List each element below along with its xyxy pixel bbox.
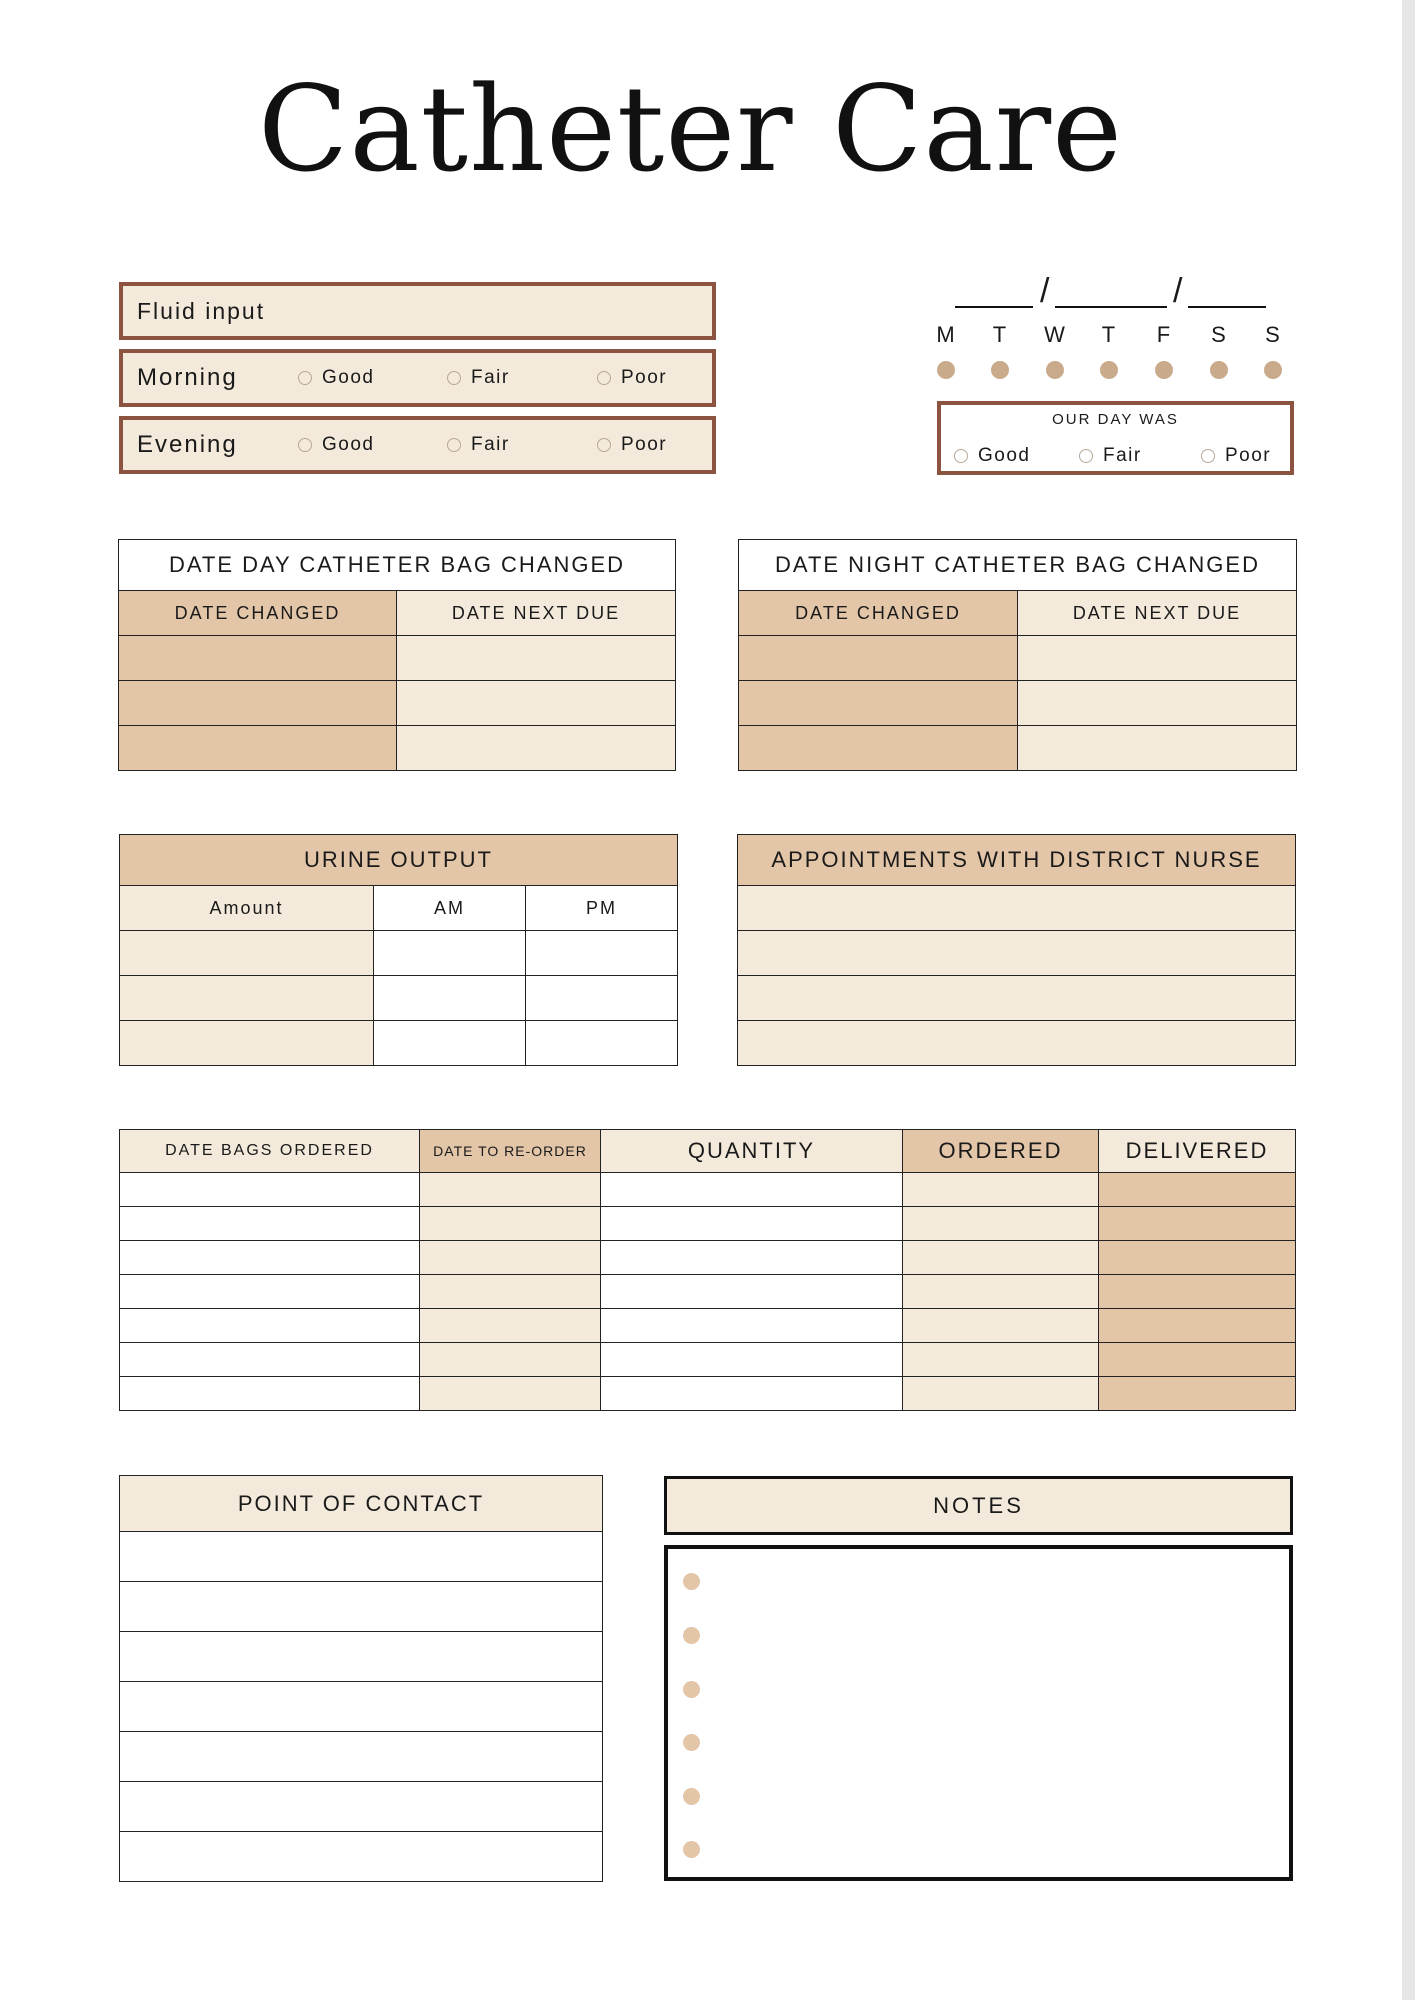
table-cell[interactable] [120, 931, 374, 976]
orders-col-reorder: DATE TO RE-ORDER [420, 1130, 601, 1173]
table-cell[interactable] [120, 1682, 603, 1732]
table-cell[interactable] [119, 636, 397, 681]
table-cell[interactable] [601, 1377, 903, 1411]
weekday-letter: F [1156, 322, 1172, 347]
table-cell[interactable] [1099, 1207, 1296, 1241]
night-bag-col-next-due: DATE NEXT DUE [1018, 591, 1297, 636]
table-row [120, 1241, 1296, 1275]
table-cell[interactable] [903, 1275, 1099, 1309]
table-cell[interactable] [903, 1377, 1099, 1411]
orders-col-ordered: ORDERED [903, 1130, 1099, 1173]
table-cell[interactable] [120, 1832, 603, 1882]
orders-col-delivered: DELIVERED [1099, 1130, 1296, 1173]
table-cell[interactable] [1018, 681, 1297, 726]
table-cell[interactable] [526, 1021, 678, 1066]
table-cell[interactable] [526, 976, 678, 1021]
table-cell[interactable] [119, 681, 397, 726]
table-cell[interactable] [903, 1207, 1099, 1241]
table-cell[interactable] [420, 1173, 601, 1207]
weekday-letter: M [936, 322, 956, 347]
evening-row [119, 416, 716, 474]
morning-option-fair[interactable]: Fair [447, 367, 510, 389]
weekday-dot[interactable] [1046, 361, 1064, 379]
table-cell[interactable] [1099, 1377, 1296, 1411]
table-cell[interactable] [526, 931, 678, 976]
appointments-table [737, 834, 1296, 1066]
radio-icon [447, 438, 461, 452]
evening-option-poor[interactable]: Poor [597, 434, 667, 456]
table-cell[interactable] [903, 1343, 1099, 1377]
morning-option-good[interactable]: Good [298, 367, 374, 389]
radio-icon [1079, 449, 1093, 463]
weekday-letter: S [1265, 322, 1281, 347]
radio-icon [954, 449, 968, 463]
weekday-letter: S [1211, 322, 1227, 347]
day-bag-col-next-due: DATE NEXT DUE [397, 591, 676, 636]
weekday-dot[interactable] [1264, 361, 1282, 379]
radio-icon [447, 371, 461, 385]
night-bag-col-date-changed: DATE CHANGED [739, 591, 1018, 636]
weekday-dot[interactable] [991, 361, 1009, 379]
night-bag-title: DATE NIGHT CATHETER BAG CHANGED [739, 540, 1297, 591]
table-row [120, 1377, 1296, 1411]
table-cell[interactable] [119, 726, 397, 771]
point-of-contact-table [119, 1475, 603, 1882]
table-cell[interactable] [1099, 1343, 1296, 1377]
table-cell[interactable] [1099, 1173, 1296, 1207]
weekday-letter: T [1101, 322, 1117, 347]
morning-row [119, 349, 716, 407]
our-day-label: OUR DAY WAS [1052, 411, 1179, 428]
table-cell[interactable] [601, 1309, 903, 1343]
orders-col-quantity: QUANTITY [601, 1130, 903, 1173]
date-blank-month [1055, 306, 1167, 308]
table-cell[interactable] [903, 1173, 1099, 1207]
weekday-dot[interactable] [1155, 361, 1173, 379]
table-row [120, 1309, 1296, 1343]
appointments-title: APPOINTMENTS WITH DISTRICT NURSE [738, 835, 1296, 886]
table-cell[interactable] [739, 636, 1018, 681]
table-cell[interactable] [120, 1532, 603, 1582]
notes-bullet-icon [683, 1841, 700, 1858]
table-cell[interactable] [120, 1241, 420, 1275]
notes-bullet-icon [683, 1734, 700, 1751]
table-cell[interactable] [397, 681, 676, 726]
table-cell[interactable] [120, 1275, 420, 1309]
table-cell[interactable] [120, 1582, 603, 1632]
table-cell[interactable] [397, 726, 676, 771]
table-cell[interactable] [739, 726, 1018, 771]
notes-title: NOTES [664, 1476, 1293, 1535]
date-slash: / [1173, 272, 1183, 310]
urine-output-table [119, 834, 678, 1066]
page-edge [1402, 0, 1415, 2000]
urine-output-title: URINE OUTPUT [120, 835, 678, 886]
our-day-option-poor[interactable]: Poor [1201, 445, 1271, 467]
page-title: Catheter Care [258, 60, 1123, 198]
table-cell[interactable] [120, 1207, 420, 1241]
table-cell[interactable] [738, 1021, 1296, 1066]
morning-option-poor[interactable]: Poor [597, 367, 667, 389]
table-cell[interactable] [420, 1275, 601, 1309]
table-cell[interactable] [120, 1021, 374, 1066]
table-cell[interactable] [374, 976, 526, 1021]
table-row [120, 1173, 1296, 1207]
table-cell[interactable] [420, 1377, 601, 1411]
orders-col-date-ordered: DATE BAGS ORDERED [120, 1130, 420, 1173]
urine-col-pm: PM [526, 886, 678, 931]
table-cell[interactable] [120, 1782, 603, 1832]
morning-label: Morning [137, 364, 238, 391]
date-slash: / [1040, 272, 1050, 310]
table-cell[interactable] [397, 636, 676, 681]
weekday-dot[interactable] [937, 361, 955, 379]
evening-option-good[interactable]: Good [298, 434, 374, 456]
table-cell[interactable] [601, 1343, 903, 1377]
evening-label: Evening [137, 431, 238, 458]
notes-bullet-icon [683, 1573, 700, 1590]
table-cell[interactable] [120, 1343, 420, 1377]
table-cell[interactable] [601, 1207, 903, 1241]
radio-icon [597, 371, 611, 385]
table-cell[interactable] [374, 931, 526, 976]
our-day-option-good[interactable]: Good [954, 445, 1030, 467]
table-cell[interactable] [1099, 1241, 1296, 1275]
table-row [120, 1343, 1296, 1377]
table-cell[interactable] [739, 681, 1018, 726]
notes-bullet-icon [683, 1681, 700, 1698]
night-bag-table [738, 539, 1297, 771]
radio-icon [298, 371, 312, 385]
table-cell[interactable] [420, 1241, 601, 1275]
table-cell[interactable] [420, 1343, 601, 1377]
weekday-letter: T [992, 322, 1008, 347]
table-cell[interactable] [1018, 636, 1297, 681]
fluid-input-label: Fluid input [137, 297, 266, 324]
radio-icon [298, 438, 312, 452]
table-cell[interactable] [1099, 1309, 1296, 1343]
day-bag-table [118, 539, 676, 771]
radio-icon [1201, 449, 1215, 463]
table-cell[interactable] [120, 1377, 420, 1411]
urine-col-am: AM [374, 886, 526, 931]
day-bag-col-date-changed: DATE CHANGED [119, 591, 397, 636]
date-blank-day [955, 306, 1033, 308]
table-cell[interactable] [601, 1275, 903, 1309]
table-cell[interactable] [738, 976, 1296, 1021]
notes-bullet-icon [683, 1627, 700, 1644]
our-day-option-fair[interactable]: Fair [1079, 445, 1142, 467]
weekday-dot[interactable] [1210, 361, 1228, 379]
orders-table [119, 1129, 1296, 1411]
table-cell[interactable] [120, 976, 374, 1021]
table-cell[interactable] [420, 1309, 601, 1343]
evening-option-fair[interactable]: Fair [447, 434, 510, 456]
table-cell[interactable] [903, 1241, 1099, 1275]
weekday-dot[interactable] [1100, 361, 1118, 379]
table-cell[interactable] [120, 1309, 420, 1343]
table-cell[interactable] [120, 1632, 603, 1682]
day-bag-title: DATE DAY CATHETER BAG CHANGED [119, 540, 676, 591]
table-row [120, 1275, 1296, 1309]
table-cell[interactable] [601, 1173, 903, 1207]
table-cell[interactable] [120, 1173, 420, 1207]
table-cell[interactable] [738, 886, 1296, 931]
our-day-box [937, 401, 1294, 475]
contact-title: POINT OF CONTACT [120, 1476, 603, 1532]
weekday-letter: W [1044, 322, 1066, 347]
table-cell[interactable] [420, 1207, 601, 1241]
table-cell[interactable] [1099, 1275, 1296, 1309]
table-cell[interactable] [738, 931, 1296, 976]
radio-icon [597, 438, 611, 452]
table-row [120, 1207, 1296, 1241]
notes-bullet-icon [683, 1788, 700, 1805]
date-blank-year [1188, 306, 1266, 308]
notes-area[interactable] [664, 1545, 1293, 1881]
urine-col-amount: Amount [120, 886, 374, 931]
fluid-input-box[interactable] [119, 282, 716, 340]
table-cell[interactable] [1018, 726, 1297, 771]
table-cell[interactable] [601, 1241, 903, 1275]
table-cell[interactable] [903, 1309, 1099, 1343]
table-cell[interactable] [120, 1732, 603, 1782]
table-cell[interactable] [374, 1021, 526, 1066]
